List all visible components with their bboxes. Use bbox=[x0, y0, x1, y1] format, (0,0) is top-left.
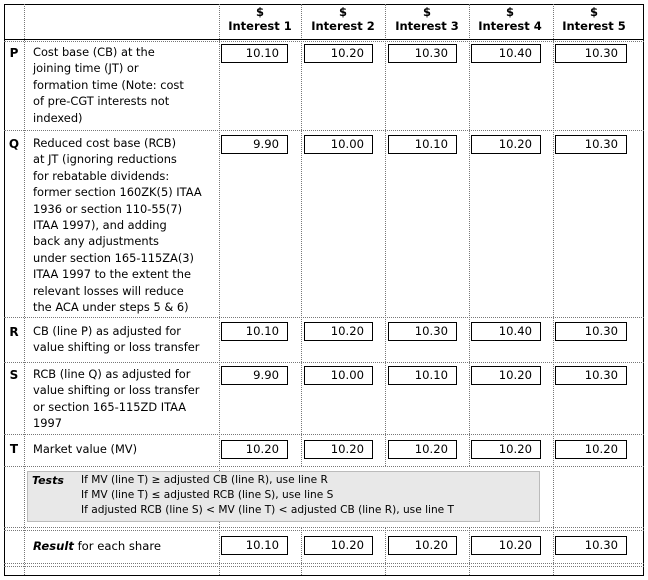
row-letter-p: P bbox=[9, 46, 19, 60]
row-divider bbox=[4, 130, 644, 131]
result-interest-5-value[interactable]: 10.30 bbox=[555, 536, 627, 555]
row-r-interest-5-value[interactable]: 10.30 bbox=[555, 322, 627, 341]
row-divider bbox=[4, 466, 644, 467]
row-s-interest-3-value[interactable]: 10.10 bbox=[388, 366, 457, 385]
row-t-interest-5-value[interactable]: 10.20 bbox=[555, 440, 627, 459]
row-divider bbox=[4, 362, 644, 363]
result-interest-3-value[interactable]: 10.20 bbox=[388, 536, 457, 555]
row-s-interest-4-value[interactable]: 10.20 bbox=[471, 366, 541, 385]
row-q-interest-2-value[interactable]: 10.00 bbox=[304, 135, 373, 154]
border-bottom bbox=[4, 575, 644, 576]
row-s-interest-5-value[interactable]: 10.30 bbox=[555, 366, 627, 385]
letter-column-divider bbox=[24, 4, 25, 575]
row-letter-r: R bbox=[9, 325, 19, 339]
column-divider bbox=[385, 528, 386, 575]
tests-box bbox=[27, 471, 540, 522]
border-right bbox=[643, 4, 644, 576]
row-p-interest-1-value[interactable]: 10.10 bbox=[221, 44, 288, 63]
tests-label: Tests bbox=[32, 474, 64, 487]
column-divider bbox=[469, 528, 470, 575]
row-divider bbox=[4, 317, 644, 318]
row-letter-t: T bbox=[9, 442, 19, 456]
row-t-interest-4-value[interactable]: 10.20 bbox=[471, 440, 541, 459]
row-divider bbox=[4, 530, 644, 531]
row-q-interest-1-value[interactable]: 9.90 bbox=[221, 135, 288, 154]
row-divider bbox=[4, 434, 644, 435]
test-line-3: If adjusted RCB (line S) < MV (line T) < adjusted CB (line R), use line T bbox=[81, 504, 455, 516]
column-header-interest-4: $ Interest 4 bbox=[478, 5, 542, 33]
row-letter-q: Q bbox=[8, 137, 20, 151]
row-r-interest-2-value[interactable]: 10.20 bbox=[304, 322, 373, 341]
column-divider bbox=[469, 4, 470, 466]
row-p-label: Cost base (CB) at the joining time (JT) or formation time (Note: cost of pre-CGT interests not indexed) bbox=[33, 45, 184, 125]
row-letter-s: S bbox=[9, 368, 19, 382]
row-p-interest-5-value[interactable]: 10.30 bbox=[555, 44, 627, 63]
row-t-label: Market value (MV) bbox=[33, 442, 138, 456]
test-line-1: If MV (line T) ≥ adjusted CB (line R), use line R bbox=[81, 474, 328, 486]
column-header-interest-3: $ Interest 3 bbox=[395, 5, 459, 33]
row-r-interest-3-value[interactable]: 10.30 bbox=[388, 322, 457, 341]
row-r-interest-1-value[interactable]: 10.10 bbox=[221, 322, 288, 341]
column-header-interest-5: $ Interest 5 bbox=[562, 5, 626, 33]
row-divider bbox=[4, 527, 644, 528]
row-r-interest-4-value[interactable]: 10.40 bbox=[471, 322, 541, 341]
row-q-interest-5-value[interactable]: 10.30 bbox=[555, 135, 627, 154]
result-interest-4-value[interactable]: 10.20 bbox=[471, 536, 541, 555]
column-header-interest-1: $ Interest 1 bbox=[228, 5, 292, 33]
row-p-interest-3-value[interactable]: 10.30 bbox=[388, 44, 457, 63]
row-s-interest-2-value[interactable]: 10.00 bbox=[304, 366, 373, 385]
column-divider bbox=[385, 4, 386, 466]
row-q-interest-3-value[interactable]: 10.10 bbox=[388, 135, 457, 154]
row-t-interest-2-value[interactable]: 10.20 bbox=[304, 440, 373, 459]
row-t-interest-3-value[interactable]: 10.20 bbox=[388, 440, 457, 459]
column-header-interest-2: $ Interest 2 bbox=[311, 5, 375, 33]
header-rule-dotted bbox=[4, 41, 644, 42]
result-interest-2-value[interactable]: 10.20 bbox=[304, 536, 373, 555]
column-divider bbox=[553, 4, 554, 575]
row-t-interest-1-value[interactable]: 10.20 bbox=[221, 440, 288, 459]
column-divider bbox=[301, 4, 302, 466]
row-r-label: CB (line P) as adjusted for value shifting or loss transfer bbox=[33, 324, 200, 355]
result-label: Result for each share bbox=[33, 539, 161, 553]
test-line-2: If MV (line T) ≤ adjusted RCB (line S), use line S bbox=[81, 489, 334, 501]
column-divider bbox=[301, 528, 302, 575]
row-s-interest-1-value[interactable]: 9.90 bbox=[221, 366, 288, 385]
row-divider bbox=[4, 566, 644, 567]
row-p-interest-4-value[interactable]: 10.40 bbox=[471, 44, 541, 63]
header-rule bbox=[4, 39, 644, 40]
row-p-interest-2-value[interactable]: 10.20 bbox=[304, 44, 373, 63]
result-interest-1-value[interactable]: 10.10 bbox=[221, 536, 288, 555]
row-q-interest-4-value[interactable]: 10.20 bbox=[471, 135, 541, 154]
row-s-label: RCB (line Q) as adjusted for value shifting or loss transfer or section 165-115ZD ITAA 1997 bbox=[33, 367, 200, 431]
row-q-label: Reduced cost base (RCB) at JT (ignoring reductions for rebatable dividends: former section 160ZK(5) ITAA 1936 or section 110-55(7) ITAA 1997), and adding back any adjustments under section 165-115ZA(3) ITAA 1997 to the extent the relevant losses will reduce the ACA under steps 5 & 6) bbox=[33, 136, 202, 315]
row-divider bbox=[4, 563, 644, 564]
border-left bbox=[4, 4, 5, 575]
